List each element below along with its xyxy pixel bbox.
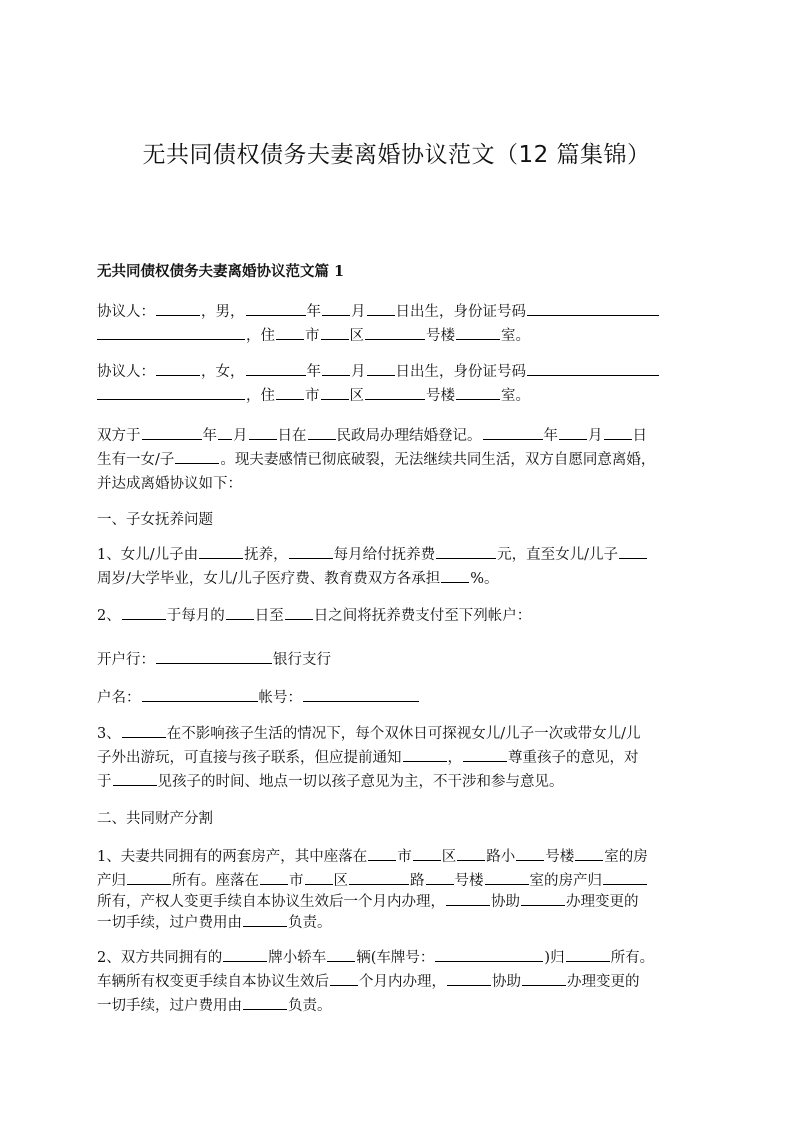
blank bbox=[322, 301, 350, 316]
text: 所有。座落在 bbox=[172, 873, 259, 889]
prop1-line1 bbox=[97, 845, 707, 869]
text: 号楼 bbox=[545, 849, 575, 865]
text: 月 bbox=[233, 428, 248, 444]
text: 子外出游玩，可直接与孩子联系，但应提前通知 bbox=[97, 750, 402, 766]
blank bbox=[156, 649, 272, 664]
text: 尊重孩子的意见，对 bbox=[508, 750, 639, 766]
text: 民政局办理结婚登记。 bbox=[336, 428, 482, 444]
text: 区 bbox=[349, 328, 364, 344]
blank bbox=[483, 425, 543, 440]
text: 所有。 bbox=[610, 950, 655, 966]
text: 一切手续，过户费用由 bbox=[97, 915, 242, 931]
text: 日之间将抚养费支付至下列帐户： bbox=[313, 608, 532, 624]
prop2-line3 bbox=[97, 994, 707, 1018]
text: 年 bbox=[306, 304, 321, 320]
text: 日至 bbox=[254, 608, 284, 624]
blank bbox=[463, 747, 507, 762]
text: 银行支行 bbox=[273, 652, 331, 668]
text: ，住 bbox=[246, 328, 275, 344]
blank bbox=[156, 361, 200, 376]
blank bbox=[367, 361, 395, 376]
blank bbox=[521, 891, 565, 906]
blank bbox=[485, 870, 529, 885]
section-heading-1: 一、子女抚养问题 bbox=[97, 512, 213, 528]
intro-line2 bbox=[97, 448, 707, 472]
text: 室。 bbox=[501, 328, 530, 344]
prop2-line2 bbox=[97, 970, 707, 994]
blank bbox=[436, 544, 496, 559]
account-line bbox=[97, 686, 707, 710]
text: 市 bbox=[305, 388, 320, 404]
blank bbox=[308, 425, 336, 440]
blank bbox=[367, 301, 395, 316]
text: 生有一女/子 bbox=[97, 452, 175, 468]
text: 日出生，身份证号码 bbox=[395, 364, 526, 380]
blank bbox=[260, 870, 288, 885]
item3-line2 bbox=[97, 746, 707, 770]
text: 户名： bbox=[97, 690, 141, 706]
blank bbox=[303, 687, 419, 702]
blank bbox=[619, 544, 647, 559]
blank bbox=[199, 544, 243, 559]
section-heading: 无共同债权债务夫妻离婚协议范文篇 1 bbox=[97, 263, 345, 280]
text: 3、 bbox=[97, 726, 121, 742]
blank bbox=[447, 971, 491, 986]
text: 双方于 bbox=[97, 428, 141, 444]
blank bbox=[457, 846, 485, 861]
prop1-line4 bbox=[97, 911, 707, 935]
text: 1、女儿/儿子由 bbox=[97, 547, 199, 563]
party1-line2 bbox=[97, 324, 707, 348]
prop2-line1 bbox=[97, 946, 707, 970]
blank bbox=[566, 947, 610, 962]
blank bbox=[426, 870, 454, 885]
text: 辆(车牌号： bbox=[356, 950, 435, 966]
blank bbox=[276, 385, 304, 400]
blank bbox=[330, 971, 358, 986]
text: 周岁/大学毕业，女儿/儿子医疗费、教育费双方各承担 bbox=[97, 571, 441, 587]
text: 区 bbox=[349, 388, 364, 404]
text: 日在 bbox=[277, 428, 307, 444]
text: 。现夫妻感情已彻底破裂，无法继续共同生活，双方自愿同意离婚， bbox=[220, 452, 656, 468]
blank bbox=[218, 425, 232, 440]
blank bbox=[223, 947, 267, 962]
text: ， bbox=[447, 750, 462, 766]
blank bbox=[365, 385, 425, 400]
text: 在不影响孩子生活的情况下，每个双休日可探视女儿/儿子一次或带女儿/儿 bbox=[166, 726, 641, 742]
text: ，男， bbox=[201, 304, 245, 320]
text: 月 bbox=[351, 364, 366, 380]
text: 办理变更的 bbox=[566, 894, 639, 910]
text: 月 bbox=[351, 304, 366, 320]
blank bbox=[142, 425, 202, 440]
intro-line1 bbox=[97, 424, 707, 448]
blank bbox=[446, 891, 490, 906]
text: 月 bbox=[588, 428, 603, 444]
blank bbox=[321, 325, 349, 340]
text: 日 bbox=[632, 428, 647, 444]
text: 2、双方共同拥有的 bbox=[97, 950, 223, 966]
blank bbox=[285, 605, 313, 620]
text: 2、 bbox=[97, 608, 121, 624]
text: )归 bbox=[544, 950, 565, 966]
blank bbox=[559, 425, 587, 440]
blank bbox=[226, 605, 254, 620]
item1-line1 bbox=[97, 543, 707, 567]
text: 帐号： bbox=[258, 690, 302, 706]
text: 年 bbox=[306, 364, 321, 380]
text: 年 bbox=[543, 428, 558, 444]
blank bbox=[322, 361, 350, 376]
text: 号楼 bbox=[454, 873, 484, 889]
blank bbox=[516, 846, 544, 861]
text: 车辆所有权变更手续自本协议生效后 bbox=[97, 974, 329, 990]
blank bbox=[413, 846, 441, 861]
blank bbox=[321, 385, 349, 400]
item3-line1 bbox=[97, 722, 707, 746]
blank bbox=[365, 325, 425, 340]
blank bbox=[276, 325, 304, 340]
text: 区 bbox=[441, 849, 457, 865]
intro-line3: 并达成离婚协议如下： bbox=[97, 476, 242, 492]
item1-line2 bbox=[97, 567, 707, 591]
document-title: 无共同债权债务夫妻离婚协议范文（12 篇集锦） bbox=[142, 142, 651, 168]
blank bbox=[127, 870, 171, 885]
text: 负责。 bbox=[288, 998, 332, 1014]
blank bbox=[527, 361, 659, 376]
text: 产归 bbox=[97, 873, 126, 889]
blank bbox=[527, 301, 659, 316]
blank bbox=[142, 687, 258, 702]
text: 室的房产归 bbox=[529, 873, 602, 889]
text: 元，直至女儿/儿子 bbox=[497, 547, 619, 563]
blank bbox=[97, 325, 245, 340]
blank bbox=[97, 385, 245, 400]
text: 一切手续，过户费用由 bbox=[97, 998, 242, 1014]
text: 开户行： bbox=[97, 652, 155, 668]
blank bbox=[243, 912, 287, 927]
text: 所有，产权人变更手续自本协议生效后一个月内办理， bbox=[97, 894, 445, 910]
blank bbox=[249, 425, 277, 440]
blank bbox=[246, 361, 306, 376]
text: 协议人： bbox=[97, 304, 155, 320]
text: 办理变更的 bbox=[567, 974, 640, 990]
text: 个月内办理， bbox=[359, 974, 446, 990]
text: 市 bbox=[289, 873, 304, 889]
blank bbox=[456, 325, 500, 340]
blank bbox=[327, 947, 355, 962]
item2-line bbox=[97, 604, 707, 628]
blank bbox=[175, 449, 219, 464]
blank bbox=[289, 544, 333, 559]
text: 市 bbox=[305, 328, 320, 344]
blank bbox=[156, 301, 200, 316]
text: 抚养， bbox=[244, 547, 288, 563]
blank bbox=[246, 301, 306, 316]
blank bbox=[122, 605, 166, 620]
section-heading-2: 二、共同财产分割 bbox=[97, 811, 213, 827]
text: 每月给付抚养费 bbox=[333, 547, 436, 563]
text: 区 bbox=[333, 873, 348, 889]
item3-line3 bbox=[97, 770, 707, 794]
party1-line1 bbox=[97, 300, 707, 324]
text: 见孩子的时间、地点一切以孩子意见为主，不干涉和参与意见。 bbox=[157, 774, 564, 790]
blank bbox=[403, 747, 447, 762]
text: 号楼 bbox=[426, 388, 455, 404]
blank bbox=[603, 870, 647, 885]
text: 年 bbox=[202, 428, 217, 444]
text: 路 bbox=[410, 873, 425, 889]
text: ，女， bbox=[201, 364, 245, 380]
blank bbox=[604, 425, 632, 440]
blank bbox=[305, 870, 333, 885]
text: 协议人： bbox=[97, 364, 155, 380]
blank bbox=[243, 995, 287, 1010]
text: 牌小轿车 bbox=[268, 950, 327, 966]
text: 室。 bbox=[501, 388, 530, 404]
text: 室的房 bbox=[604, 849, 648, 865]
blank bbox=[575, 846, 603, 861]
text: 负责。 bbox=[288, 915, 332, 931]
party2-line1 bbox=[97, 360, 707, 384]
blank bbox=[522, 971, 566, 986]
text: 市 bbox=[397, 849, 412, 865]
text: 于 bbox=[97, 774, 112, 790]
blank bbox=[368, 846, 396, 861]
party2-line2 bbox=[97, 384, 707, 408]
blank bbox=[122, 723, 166, 738]
text: 协助 bbox=[491, 894, 520, 910]
text: %。 bbox=[470, 571, 499, 587]
text: 于每月的 bbox=[166, 608, 225, 624]
text: 号楼 bbox=[426, 328, 455, 344]
blank bbox=[113, 771, 157, 786]
text: 路小 bbox=[486, 849, 516, 865]
text: ，住 bbox=[246, 388, 275, 404]
text: 1、夫妻共同拥有的两套房产，其中座落在 bbox=[97, 849, 368, 865]
bank-line bbox=[97, 648, 707, 672]
blank bbox=[441, 568, 469, 583]
blank bbox=[349, 870, 409, 885]
text: 日出生，身份证号码 bbox=[395, 304, 526, 320]
blank bbox=[456, 385, 500, 400]
blank bbox=[435, 947, 543, 962]
text: 协助 bbox=[492, 974, 521, 990]
